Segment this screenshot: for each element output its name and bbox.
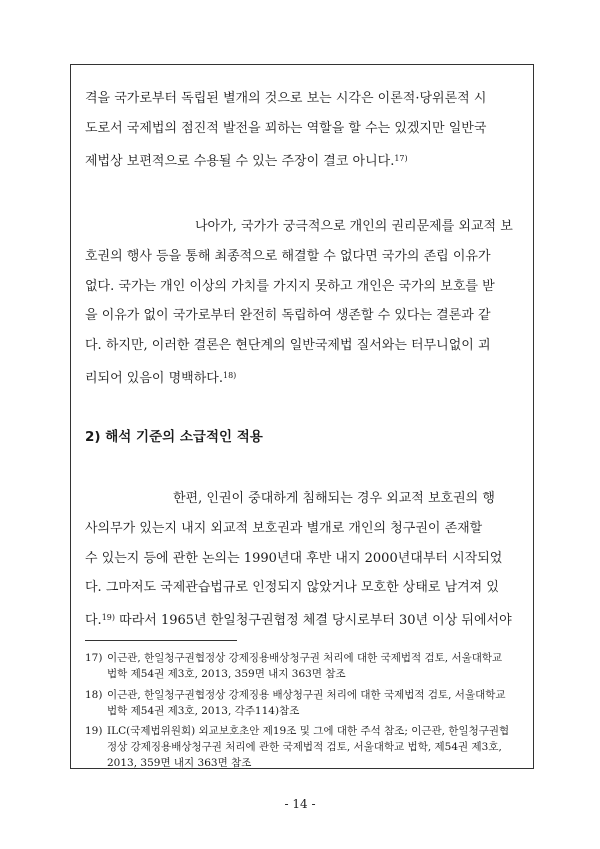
footnote-number: 19) [85,725,103,737]
footnote-separator [85,640,237,641]
footnote-text: 이근관, 한일청구권협정상 강제징용 배상청구권 처리에 대한 국제법적 검토, 서울대학교 [107,689,506,701]
text-line: 다. 그마저도 국제관습법규로 인정되지 않았거나 모호한 상태로 남겨져 있 [85,580,499,596]
paragraph-3 [85,484,517,636]
footnote-number: 17) [85,652,103,664]
footnote-ref-18[interactable]: 18) [222,370,237,380]
text-line [85,144,517,177]
footnote-text-cont: 정상 강제징용배상청구권 처리에 관한 국제법적 검토, 서울대학교 법학, 제54권 제3호, [107,741,502,753]
footnote-18 [85,687,525,719]
text-line: 호권의 행사 등을 통해 최종적으로 해결할 수 없다면 국가의 존립 이유가 [85,248,491,264]
text-line: 나아가, 국가가 궁극적으로 개인의 권리문제를 외교적 보 [195,219,513,234]
section-heading: 2) 해석 기준의 소급적인 적용 [85,429,263,445]
text-segment: 리되어 있음이 명백하다. [85,370,223,386]
text-line: 수 있는지 등에 관한 논의는 1990년대 후반 내지 2000년대부터 시작되었 [85,550,503,566]
text-line: 도로서 국제법의 점진적 발전을 꾀하는 역할을 할 수는 있겠지만 일반국 [85,120,487,136]
text-segment: 다. [85,613,102,629]
text-line [85,603,517,636]
text-line [85,361,517,394]
footnote-text-cont: 법학 제54권 제3호, 2013, 각주114)참조 [107,705,300,717]
text-line: 사의무가 있는지 내지 외교적 보호권과 별개로 개인의 청구권이 존재할 [85,520,483,536]
footnote-19 [85,723,525,771]
footnote-text-cont: 법학 제54권 제3호, 2013, 359면 내지 363면 참조 [107,668,346,680]
footnote-number: 18) [85,689,103,701]
footnote-ref-17[interactable]: 17) [394,153,408,163]
text-line: 다. 하지만, 이러한 결론은 현단계의 일반국제법 질서와는 터무니없이 괴 [85,338,491,354]
paragraph-1 [85,84,517,176]
text-segment: 제법상 보편적으로 수용될 수 있는 주장이 결코 아니다. [85,153,395,169]
footnote-text-cont: 2013, 359면 내지 363면 참조 [107,757,252,769]
footnote-text: ILC(국제법위원회) 외교보호초안 제19조 및 그에 대한 주석 참조; 이근관, 한일청구권협 [107,725,510,737]
footnote-17 [85,650,525,682]
text-line: 격을 국가로부터 독립된 별개의 것으로 보는 시각은 이론적·당위론적 시 [85,91,487,106]
text-segment: 따라서 1965년 한일청구권협정 체결 당시로부터 30년 이상 뒤에서야 [115,613,512,629]
text-line: 을 이유가 없이 국가로부터 완전히 독립하여 생존할 수 있다는 결론과 같 [85,308,491,324]
footnote-ref-19[interactable]: 19) [101,613,116,623]
text-line: 없다. 국가는 개인 이상의 가치를 가지지 못하고 개인은 국가의 보호를 받 [85,278,495,294]
footnote-text: 이근관, 한일청구권협정상 강제징용배상청구권 처리에 대한 국제법적 검토, 서울대학교 [107,652,503,664]
page-number: - 14 - [284,797,316,811]
text-line: 한편, 인권이 중대하게 침해되는 경우 외교적 보호권의 행 [173,491,495,506]
paragraph-2 [85,212,517,394]
